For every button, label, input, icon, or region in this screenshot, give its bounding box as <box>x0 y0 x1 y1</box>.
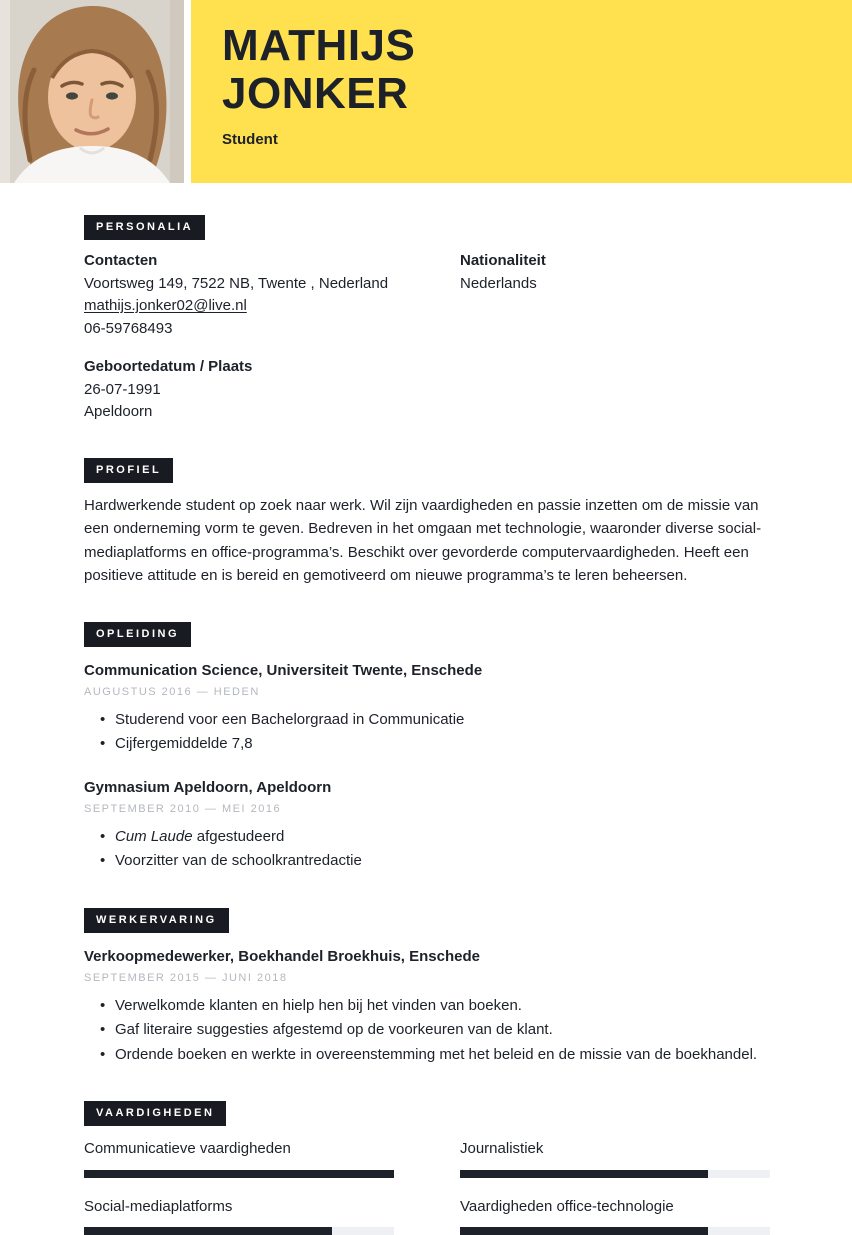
bullet-item: • Studerend voor een Bachelorgraad in Communicatie <box>84 708 769 733</box>
work-entry <box>84 946 769 1068</box>
resume-body <box>0 215 852 1235</box>
bullet-item: • Gaf literaire suggesties afgestemd op de voorkeuren van de klant. <box>84 1018 769 1043</box>
section-personalia <box>84 215 769 424</box>
skill-bar-track <box>84 1227 394 1235</box>
bullet-item: • Ordende boeken en werkte in overeenstemming met het beleid en de missie van de boekhandel. <box>84 1043 769 1068</box>
section-label-personalia: PERSONALIA <box>84 215 205 240</box>
profile-summary: Hardwerkende student op zoek naar werk. Wil zijn vaardigheden en passie inzetten om de missie van een onderneming vorm te geven. Bedreven in het omgaan met technologie, waaronder diverse social-mediaplatforms en office-programma’s. Beschikt over gevorderde computervaardigheden. Heeft een positieve attitude en is bereid en gemotiveerd om nieuwe programma’s te leren beheersen. <box>84 494 769 588</box>
skill-bar-fill <box>84 1170 394 1178</box>
skill-bar-track <box>84 1170 394 1178</box>
bullet-item: • Cijfergemiddelde 7,8 <box>84 732 769 757</box>
birth-heading: Geboortedatum / Plaats <box>84 356 460 379</box>
section-vaardigheden <box>84 1101 769 1235</box>
bullet-item: • Voorzitter van de schoolkrantredactie <box>84 849 769 874</box>
nationality-value: Nederlands <box>460 273 769 296</box>
work-bullet-list <box>84 994 769 1068</box>
education-title: Communication Science, Universiteit Twente, Enschede <box>84 660 769 681</box>
bullet-item: • Verwelkomde klanten en hielp hen bij het vinden van boeken. <box>84 994 769 1019</box>
contact-group <box>84 250 460 340</box>
work-title: Verkoopmedewerker, Boekhandel Broekhuis, Enschede <box>84 946 769 967</box>
skill-item <box>84 1138 394 1178</box>
contact-heading: Contacten <box>84 250 460 273</box>
section-label-profiel: PROFIEL <box>84 458 173 483</box>
education-period: AUGUSTUS 2016 — HEDEN <box>84 685 769 699</box>
skill-item <box>84 1196 394 1235</box>
personalia-columns <box>84 250 769 424</box>
skills-grid <box>84 1138 769 1235</box>
section-opleiding <box>84 622 769 874</box>
section-profiel <box>84 458 769 588</box>
job-title: Student <box>222 131 832 148</box>
skill-bar-fill <box>84 1227 332 1235</box>
personalia-left-column <box>84 250 460 424</box>
education-entry <box>84 660 769 757</box>
personalia-right-column <box>460 250 769 424</box>
skill-bar-fill <box>460 1170 708 1178</box>
section-label-vaardigheden: VAARDIGHEDEN <box>84 1101 226 1126</box>
section-werkervaring <box>84 908 769 1068</box>
skill-name: Vaardigheden office-technologie <box>460 1196 770 1219</box>
education-bullet-list <box>84 825 769 874</box>
phone-line: 06-59768493 <box>84 318 460 341</box>
birth-date: 26-07-1991 <box>84 379 460 402</box>
nationality-heading: Nationaliteit <box>460 250 769 273</box>
section-label-opleiding: OPLEIDING <box>84 622 191 647</box>
education-title: Gymnasium Apeldoorn, Apeldoorn <box>84 777 769 798</box>
address-line: Voortsweg 149, 7522 NB, Twente , Nederland <box>84 273 460 296</box>
header <box>0 0 852 183</box>
section-label-werkervaring: WERKERVARING <box>84 908 229 933</box>
skill-name: Communicatieve vaardigheden <box>84 1138 394 1161</box>
education-bullet-list <box>84 708 769 757</box>
work-period: SEPTEMBER 2015 — JUNI 2018 <box>84 971 769 985</box>
birth-place: Apeldoorn <box>84 401 460 424</box>
education-period: SEPTEMBER 2010 — MEI 2016 <box>84 802 769 816</box>
header-banner <box>191 0 852 183</box>
skill-item <box>460 1196 770 1235</box>
skill-name: Journalistiek <box>460 1138 770 1161</box>
profile-photo <box>0 0 184 183</box>
page-title-name: MATHIJS JONKER <box>222 22 562 118</box>
birth-group <box>84 356 460 424</box>
nationality-group <box>460 250 769 295</box>
skill-bar-track <box>460 1170 770 1178</box>
profile-photo-illustration <box>0 0 184 183</box>
education-entry <box>84 777 769 874</box>
skill-bar-track <box>460 1227 770 1235</box>
skill-name: Social-mediaplatforms <box>84 1196 394 1219</box>
email-link[interactable]: mathijs.jonker02@live.nl <box>84 297 247 314</box>
header-divider <box>184 0 191 183</box>
skill-bar-fill <box>460 1227 708 1235</box>
skill-item <box>460 1138 770 1178</box>
bullet-item: • Cum Laude afgestudeerd <box>84 825 769 850</box>
